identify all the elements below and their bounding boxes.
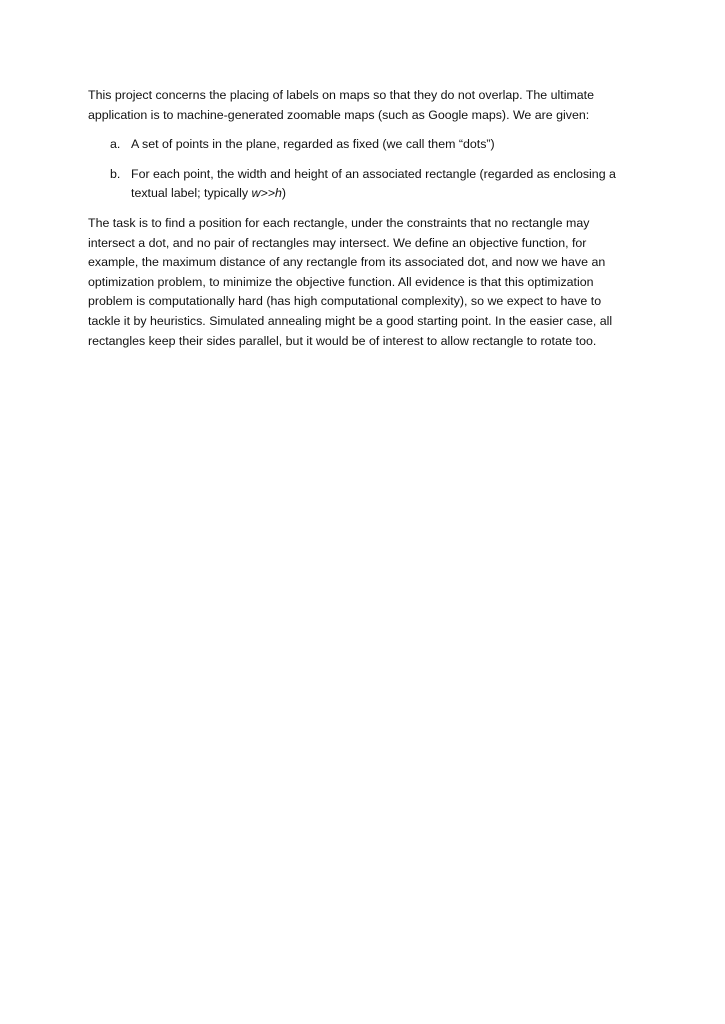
document-body (88, 86, 636, 351)
list-marker: b. (110, 166, 121, 181)
list-item-text: For each point, the width and height of an associated rectangle (regarded as enclosing a textual label; typically (131, 166, 616, 201)
intro-paragraph: This project concerns the placing of labels on maps so that they do not overlap. The ultimate application is to machine-generated zoomable maps (such as Google maps). We are given: (88, 88, 595, 122)
list-item (88, 135, 636, 155)
list-item-text: A set of points in the plane, regarded as fixed (we call them “dots”) (131, 137, 495, 152)
list-item (88, 165, 636, 204)
list-marker: a. (110, 137, 121, 152)
task-paragraph: The task is to find a position for each rectangle, under the constraints that no rectangle may intersect a dot, and no pair of rectangles may intersect. We define an objective function, for example, the maximum distance of any rectangle from its associated dot, and now we have an optimization problem, to minimize the objective function. All evidence is that this optimization problem is computationally hard (has high computational complexity), so we expect to have to tackle it by heuristics. Simulated annealing might be a good starting point. In the easier case, all rectangles keep their sides parallel, but it would be of interest to allow rectangle to rotate too. (88, 215, 613, 348)
list-item-text-end: ) (281, 186, 286, 201)
given-list (88, 135, 636, 204)
list-item-italic-text: w>>h (251, 186, 282, 201)
